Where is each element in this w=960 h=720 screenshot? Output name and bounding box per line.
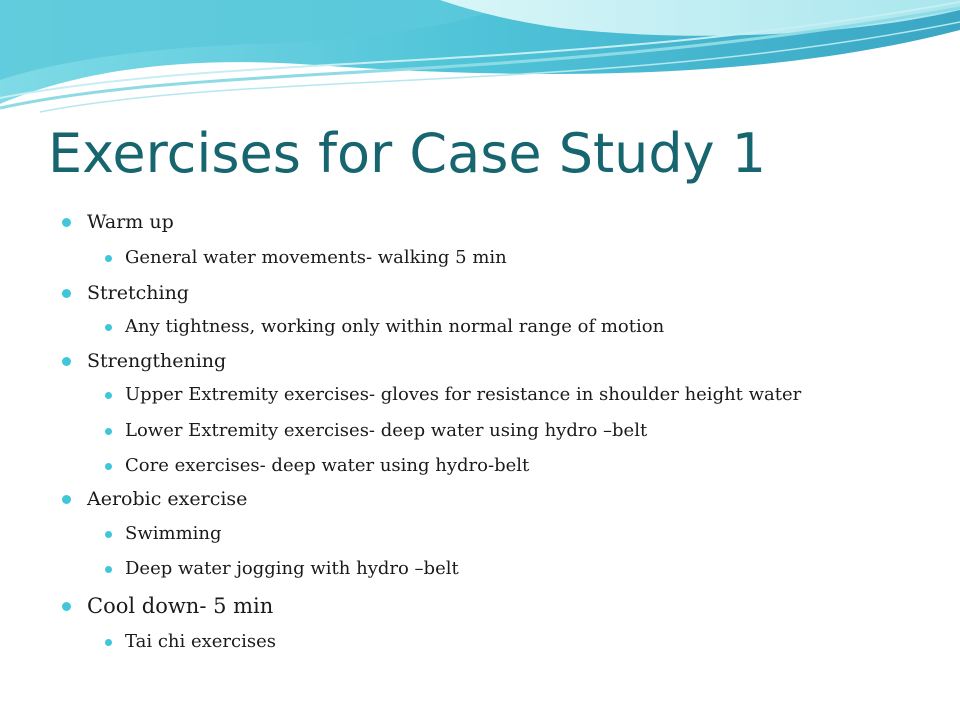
bullet-text: Deep water jogging with hydro –belt bbox=[125, 558, 459, 579]
sub-bullet-dot-icon bbox=[105, 531, 112, 538]
bullet-text: Stretching bbox=[87, 282, 189, 304]
sub-bullet-core-exercises bbox=[125, 454, 529, 478]
bullet-dot-icon bbox=[62, 602, 71, 611]
bullet-cool-down bbox=[87, 594, 273, 618]
sub-bullet-dot-icon bbox=[105, 428, 112, 435]
bullet-warm-up bbox=[87, 210, 174, 234]
bullet-text: Tai chi exercises bbox=[125, 631, 276, 652]
sub-bullet-dot-icon bbox=[105, 255, 112, 262]
sub-bullet-any-tightness bbox=[125, 315, 664, 339]
sub-bullet-dot-icon bbox=[105, 566, 112, 573]
sub-bullet-general-water-movements bbox=[125, 246, 507, 270]
bullet-text: Any tightness, working only within normal range of motion bbox=[125, 316, 665, 337]
bullet-text: Aerobic exercise bbox=[87, 488, 248, 510]
bullet-dot-icon bbox=[62, 495, 71, 504]
sub-bullet-dot-icon bbox=[105, 639, 112, 646]
bullet-text: Upper Extremity exercises- gloves for resistance in shoulder height water bbox=[125, 384, 802, 405]
sub-bullet-deep-water-jogging bbox=[125, 557, 459, 581]
sub-bullet-upper-extremity bbox=[125, 383, 801, 407]
bullet-text: Swimming bbox=[125, 523, 222, 544]
bullet-text: Warm up bbox=[87, 211, 174, 233]
bullet-strengthening bbox=[87, 349, 226, 373]
bullet-text: General water movements- walking 5 min bbox=[125, 247, 507, 268]
sub-bullet-dot-icon bbox=[105, 324, 112, 331]
bullet-text: Strengthening bbox=[87, 350, 227, 372]
bullet-dot-icon bbox=[62, 289, 71, 298]
sub-bullet-dot-icon bbox=[105, 392, 112, 399]
bullet-text: Core exercises- deep water using hydro-belt bbox=[125, 455, 530, 476]
sub-bullet-lower-extremity bbox=[125, 419, 647, 443]
bullet-aerobic-exercise bbox=[87, 487, 247, 511]
slide-title: Exercises for Case Study 1 bbox=[48, 122, 767, 185]
bullet-stretching bbox=[87, 281, 189, 305]
bullet-dot-icon bbox=[62, 218, 71, 227]
sub-bullet-tai-chi bbox=[125, 630, 276, 654]
bullet-text: Cool down- 5 min bbox=[87, 594, 274, 618]
sub-bullet-dot-icon bbox=[105, 463, 112, 470]
sub-bullet-swimming bbox=[125, 522, 222, 546]
bullet-dot-icon bbox=[62, 357, 71, 366]
bullet-text: Lower Extremity exercises- deep water using hydro –belt bbox=[125, 420, 648, 441]
